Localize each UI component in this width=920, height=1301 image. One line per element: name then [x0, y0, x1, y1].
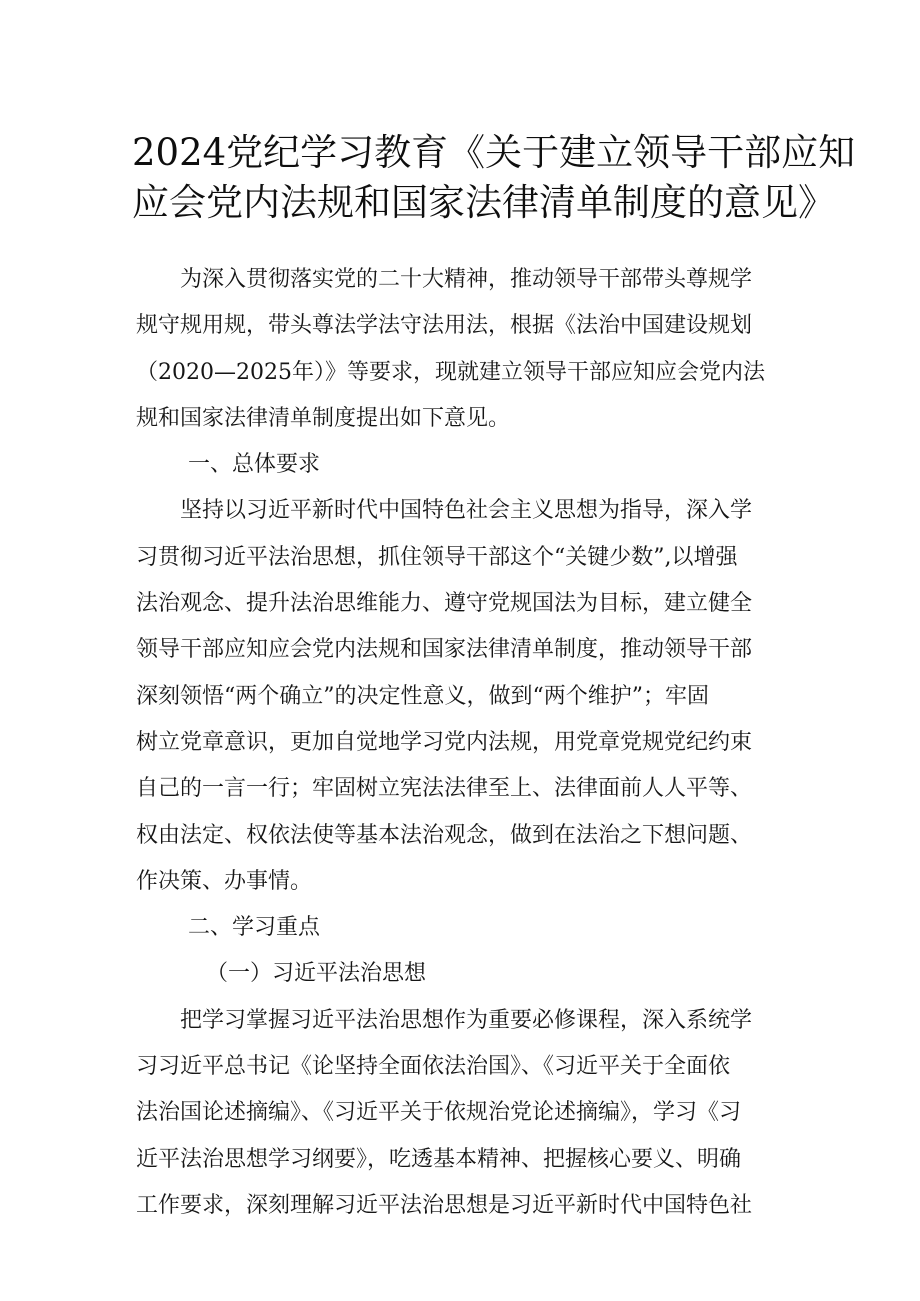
- title-line: 应会党内法规和国家法律清单制度的意见》: [132, 181, 835, 224]
- section1-paragraph: [136, 488, 796, 905]
- document-title: [132, 128, 856, 228]
- text-line: 作决策、办事情。: [136, 868, 313, 894]
- text-line: 把学习掌握习近平法治思想作为重要必修课程，深入系统学: [180, 1007, 753, 1033]
- text-line: 规和国家法律清单制度提出如下意见。: [136, 405, 511, 431]
- text-line: （2020—2025年）》等要求，现就建立领导干部应知应会党内法: [136, 359, 765, 385]
- text-line: 法治观念、提升法治思维能力、遵守党规国法为目标，建立健全: [136, 591, 753, 617]
- title-line: 2024党纪学习教育《关于建立领导干部应知: [132, 131, 856, 174]
- section-heading-learning-focus: 二、学习重点: [188, 915, 321, 941]
- section2-sub1-paragraph: [136, 998, 796, 1229]
- section-heading-general-requirements: 一、总体要求: [188, 452, 321, 478]
- text-line: 规守规用规，带头尊法学法守法用法，根据《法治中国建设规划: [136, 313, 753, 339]
- text-line: 近平法治思想学习纲要》，吃透基本精神、把握核心要义、明确: [136, 1146, 742, 1172]
- subsection-heading-rule-of-law-thought: （一）习近平法治思想: [206, 961, 427, 987]
- text-line: 树立党章意识，更加自觉地学习党内法规，用党章党规党纪约束: [136, 729, 753, 755]
- document-body: [136, 257, 796, 1229]
- text-line: 领导干部应知应会党内法规和国家法律清单制度，推动领导干部: [136, 637, 753, 663]
- text-line: 工作要求，深刻理解习近平法治思想是习近平新时代中国特色社: [136, 1192, 753, 1218]
- text-line: 自己的一言一行；牢固树立宪法法律至上、法律面前人人平等、: [136, 776, 753, 802]
- text-line: 坚持以习近平新时代中国特色社会主义思想为指导，深入学: [180, 498, 753, 524]
- text-line: 权由法定、权依法使等基本法治观念，做到在法治之下想问题、: [136, 822, 753, 848]
- text-line: 法治国论述摘编》、《习近平关于依规治党论述摘编》，学习《习: [136, 1100, 742, 1126]
- text-line: 习习近平总书记《论坚持全面依法治国》、《习近平关于全面依: [136, 1054, 731, 1080]
- text-line: 为深入贯彻落实党的二十大精神，推动领导干部带头尊规学: [180, 267, 753, 292]
- text-line: 深刻领悟“两个确立”的决定性意义，做到“两个维护”；牢固: [136, 683, 709, 709]
- text-line: 习贯彻习近平法治思想，抓住领导干部这个“关键少数”,以增强: [136, 544, 738, 570]
- intro-paragraph: [136, 257, 796, 442]
